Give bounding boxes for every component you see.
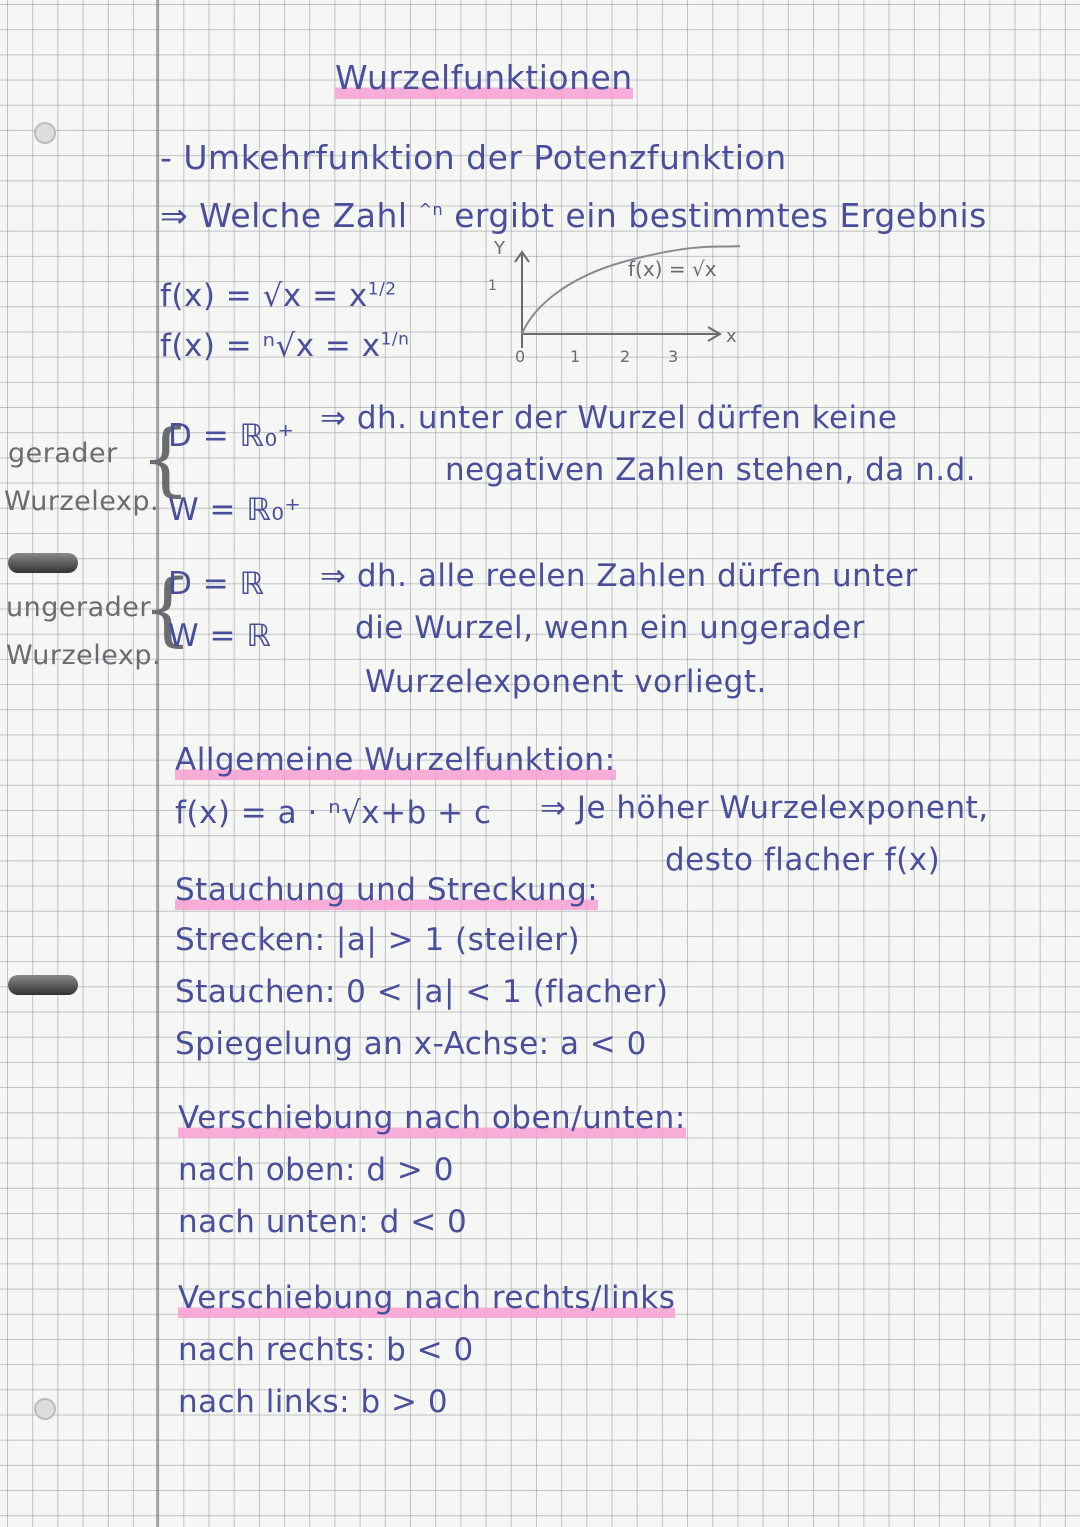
margin-line bbox=[156, 0, 159, 1527]
formula-nth-root: $f(x) = ^n√x = x^{1/n}$ bbox=[160, 328, 410, 364]
horizontal-shift-line-2: nach links: b > 0 bbox=[178, 1384, 449, 1420]
x-tick-label: 3 bbox=[668, 347, 679, 366]
vertical-shift-line-2: nach unten: d < 0 bbox=[178, 1204, 468, 1240]
stretch-line-1: Strecken: |a| > 1 (steiler) bbox=[175, 922, 581, 958]
x-axis-label: x bbox=[726, 326, 737, 347]
general-note-1: ⇒ Je höher Wurzelexponent, bbox=[540, 790, 989, 826]
horizontal-shift-line-1: nach rechts: b < 0 bbox=[178, 1332, 474, 1368]
even-brace: { bbox=[140, 412, 191, 505]
x-tick-label: 0 bbox=[515, 347, 526, 366]
even-range: W = ℝ₀⁺ bbox=[168, 492, 302, 528]
general-heading: Allgemeine Wurzelfunktion: bbox=[175, 742, 616, 778]
stretch-line-2: Stauchen: 0 < |a| < 1 (flacher) bbox=[175, 974, 669, 1010]
punch-hole bbox=[34, 1398, 56, 1420]
odd-label-2: Wurzelexp. bbox=[6, 640, 162, 671]
vertical-shift-line-1: nach oben: d > 0 bbox=[178, 1152, 454, 1188]
root-function-graph bbox=[470, 238, 770, 368]
general-formula: f(x) = a · ⁿ√x+b + c bbox=[175, 795, 492, 831]
y-tick-label: 1 bbox=[488, 278, 497, 294]
even-label-1: gerader bbox=[8, 438, 118, 469]
even-note-2: negativen Zahlen stehen, da n.d. bbox=[445, 452, 977, 488]
page-title: Wurzelfunktionen bbox=[335, 58, 633, 97]
general-note-2: desto flacher f(x) bbox=[665, 842, 941, 878]
odd-brace: { bbox=[142, 562, 193, 655]
x-tick-label: 1 bbox=[570, 347, 581, 366]
curve-label: f(x) = √x bbox=[628, 257, 717, 281]
intro-line-1: - Umkehrfunktion der Potenzfunktion bbox=[160, 138, 787, 177]
odd-range: W = ℝ bbox=[168, 618, 272, 654]
odd-label-1: ungerader bbox=[6, 592, 151, 623]
odd-note-2: die Wurzel, wenn ein ungerader bbox=[355, 610, 865, 646]
even-label-2: Wurzelexp. bbox=[4, 486, 160, 517]
odd-domain: D = ℝ bbox=[168, 566, 265, 602]
even-note-1: ⇒ dh. unter der Wurzel dürfen keine bbox=[320, 400, 898, 436]
horizontal-shift-heading: Verschiebung nach rechts/links bbox=[178, 1280, 676, 1316]
even-domain: D = ℝ₀⁺ bbox=[168, 418, 295, 454]
odd-note-1: ⇒ dh. alle reelen Zahlen dürfen unter bbox=[320, 558, 918, 594]
punch-hole bbox=[34, 122, 56, 144]
intro-line-2: ⇒ Welche Zahl $^{\^{}n}$ ergibt ein bestimmtes Ergebnis bbox=[160, 196, 987, 235]
y-axis-label: Y bbox=[494, 238, 505, 259]
formula-square-root: $f(x) = √x = x^{1/2}$ bbox=[160, 278, 397, 314]
stretch-heading: Stauchung und Streckung: bbox=[175, 872, 599, 908]
odd-note-3: Wurzelexponent vorliegt. bbox=[365, 664, 767, 700]
stretch-line-3: Spiegelung an x-Achse: a < 0 bbox=[175, 1026, 647, 1062]
binder-ring bbox=[8, 553, 78, 573]
binder-ring bbox=[8, 975, 78, 995]
x-tick-label: 2 bbox=[620, 347, 631, 366]
vertical-shift-heading: Verschiebung nach oben/unten: bbox=[178, 1100, 686, 1136]
